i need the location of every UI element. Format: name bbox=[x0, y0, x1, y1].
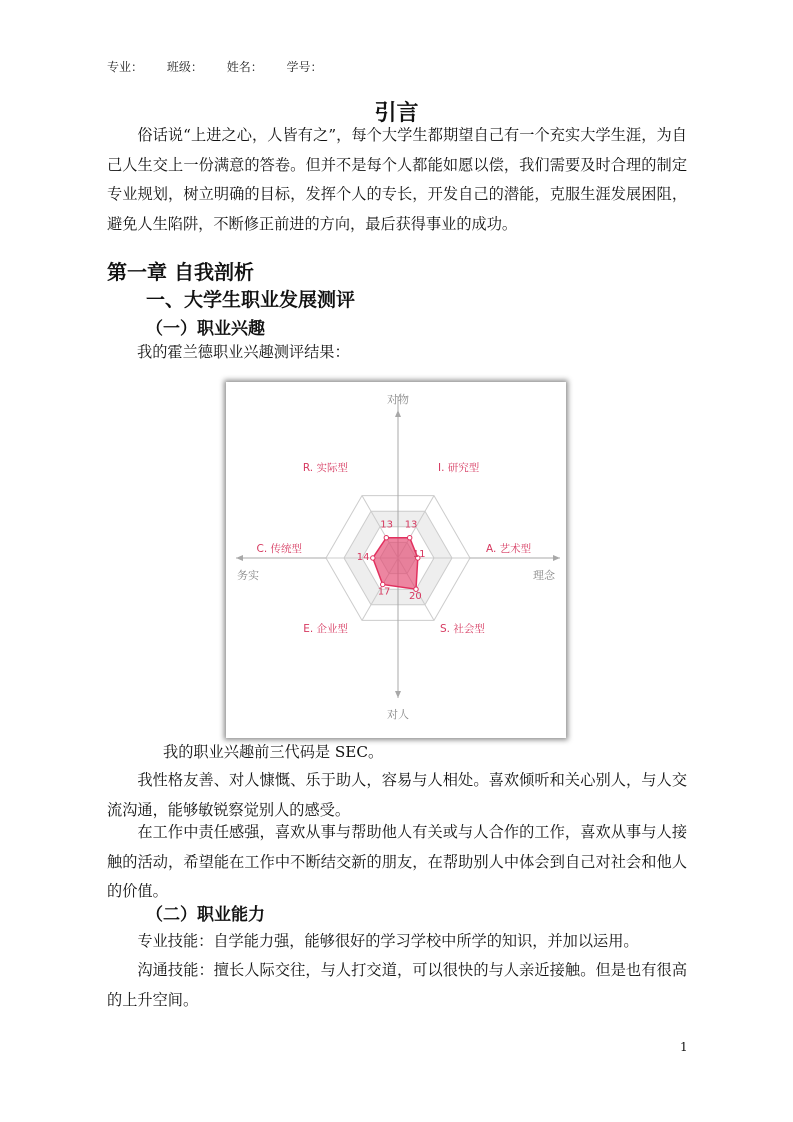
radar-value-label: 14 bbox=[356, 552, 370, 563]
radar-axis-label-top: 对物 bbox=[387, 393, 409, 406]
code-line: 我的职业兴趣前三代码是 SEC。 bbox=[163, 743, 384, 761]
intro-paragraph: 俗话说“上进之心，人皆有之”，每个大学生都期望自己有一个充实大学生涯，为自己人生交上一份满意的答卷。但并不是每个人都能如愿以偿，我们需要及时合理的制定专业规划，树立明确的目标，发挥个人的专长，开发自己的潜能，克服生涯发展困阻，避免人生陷阱，不断修正前进的方向，最后获得事业的成功。 bbox=[107, 126, 687, 233]
page-number: 1 bbox=[680, 1040, 688, 1054]
radar-category-label: A. 艺术型 bbox=[486, 543, 532, 555]
axis-arrow-top bbox=[395, 410, 401, 417]
radar-category-label: S. 社会型 bbox=[440, 623, 485, 635]
radar-value-label: 13 bbox=[404, 519, 418, 531]
axis-arrow-bottom bbox=[395, 691, 401, 698]
radar-value-label: 11 bbox=[412, 549, 426, 560]
chart-intro-text: 我的霍兰德职业兴趣测评结果： bbox=[137, 343, 350, 361]
chapter-title: 第一章 自我剖析 bbox=[107, 260, 254, 284]
header-name: 姓名： bbox=[226, 60, 263, 74]
radar-svg bbox=[226, 382, 566, 738]
radar-value-label: 20 bbox=[409, 591, 422, 603]
radar-category-label: C. 传统型 bbox=[256, 543, 302, 555]
personality-paragraph: 我性格友善、对人慷慨、乐于助人，容易与人相处。喜欢倾听和关心别人，与人交流沟通，能够敏锐察觉别人的感受。 bbox=[107, 771, 687, 819]
page-header bbox=[107, 58, 343, 75]
skill-paragraph: 专业技能：自学能力强，能够很好的学习学校中所学的知识，并加以运用。 bbox=[137, 932, 639, 950]
communication-paragraph: 沟通技能：擅长人际交往，与人打交道，可以很快的与人亲近接触。但是也有很高的上升空间。 bbox=[107, 961, 687, 1009]
section-title: 一、大学生职业发展测评 bbox=[146, 289, 356, 311]
radar-axis-label-left: 务实 bbox=[237, 569, 259, 582]
header-class: 班级： bbox=[166, 60, 203, 74]
radar-axis-label-bottom: 对人 bbox=[387, 708, 409, 721]
work-paragraph: 在工作中责任感强，喜欢从事与帮助他人有关或与人合作的工作，喜欢从事与人接触的活动，希望能在工作中不断结交新的朋友，在帮助别人中体会到自己对社会和他人的价值。 bbox=[107, 823, 687, 900]
radar-data-point bbox=[384, 536, 388, 540]
radar-category-label: I. 研究型 bbox=[438, 462, 480, 474]
subsection-interest-title: （一）职业兴趣 bbox=[146, 319, 265, 339]
header-student-id: 学号： bbox=[286, 60, 323, 74]
holland-radar-chart bbox=[226, 382, 566, 738]
radar-category-label: R. 实际型 bbox=[302, 462, 348, 474]
radar-category-label: E. 企业型 bbox=[303, 623, 348, 635]
header-major: 专业： bbox=[107, 60, 144, 74]
radar-value-label: 17 bbox=[377, 586, 391, 598]
radar-value-label: 13 bbox=[380, 519, 394, 531]
radar-axis-label-right: 理念 bbox=[533, 569, 555, 582]
intro-title: 引言 bbox=[374, 101, 419, 126]
subsection-ability-title: （二）职业能力 bbox=[146, 905, 265, 925]
axis-arrow-right bbox=[553, 555, 560, 561]
radar-data-point bbox=[371, 556, 375, 560]
axis-arrow-left bbox=[236, 555, 243, 561]
radar-data-point bbox=[408, 536, 412, 540]
